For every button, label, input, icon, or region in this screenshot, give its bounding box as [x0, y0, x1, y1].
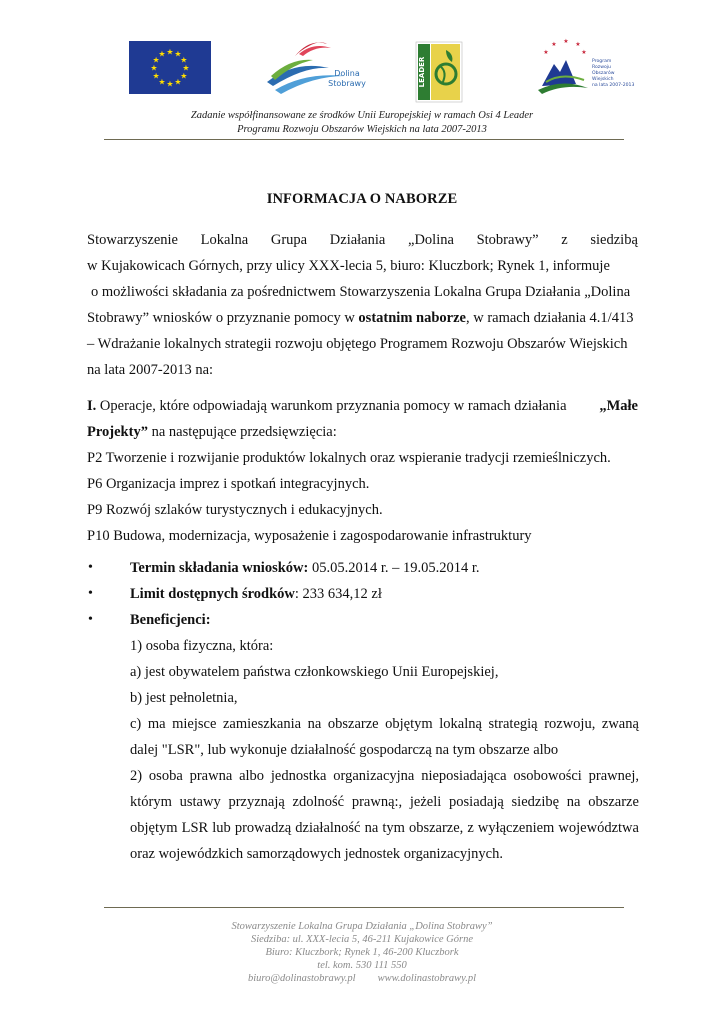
justified-word: tym	[382, 820, 405, 836]
footer-phone: tel. kom. 530 111 550	[317, 960, 407, 971]
justified-word: posiadają	[449, 794, 504, 810]
justified-word: którym	[130, 794, 172, 810]
header-divider	[104, 139, 624, 140]
justified-word: miejsce	[172, 716, 217, 732]
intro-text: Stobrawy” wniosków o przyznanie pomocy w	[87, 310, 359, 326]
footer-org-name: Stowarzyszenie Lokalna Grupa Działania „Dolina Stobrawy”	[231, 921, 493, 932]
beneficiary-line	[130, 763, 639, 789]
beneficiary-line	[130, 789, 639, 815]
justified-word: osobowości	[513, 768, 582, 784]
intro-line-2: w Kujakowicach Górnych, przy ulicy XXX-lecia 5, biuro: Kluczbork; Rynek 1, informuje	[87, 258, 610, 274]
justified-word: rozwoju,	[544, 716, 596, 732]
beneficiary-line	[130, 815, 639, 841]
svg-text:★: ★	[543, 49, 549, 56]
bullet-icon: •	[88, 586, 93, 601]
eu-star-icon: ★	[166, 79, 174, 89]
small-projects-label: „Małe	[599, 398, 638, 414]
dolina-stobrawy-logo	[265, 36, 365, 101]
beneficiary-line: oraz wojewódzkich samorządowych jednostek organizacyjnych.	[130, 846, 503, 862]
intro-line-1	[87, 227, 638, 253]
section-1-line-2	[87, 419, 638, 445]
justified-word: zdolność	[292, 794, 345, 810]
justified-word: albo	[239, 768, 265, 784]
intro-word: Grupa	[270, 232, 308, 248]
svg-text:★: ★	[563, 38, 569, 45]
footer-seat-address: Siedziba: ul. XXX-lecia 5, 46-211 Kujakowice Górne	[250, 934, 473, 945]
beneficiaries-item	[130, 607, 211, 633]
dolina-logo-text-1: Dolina	[334, 69, 360, 78]
small-projects-label-end: Projekty”	[87, 424, 148, 440]
deadline-item	[130, 555, 480, 581]
logo-bar	[0, 0, 724, 110]
prow-text-4: Wiejskich	[592, 77, 614, 82]
justified-word: obszarze	[327, 716, 379, 732]
justified-word: ustawy	[179, 794, 221, 810]
cofinancing-line-2: Programu Rozwoju Obszarów Wiejskich na lata 2007-2013	[237, 124, 487, 135]
justified-word: z	[467, 820, 474, 836]
justified-word: organizacyjna	[333, 768, 415, 784]
beneficiaries-label: Beneficjenci:	[130, 612, 211, 628]
intro-word: „Dolina	[408, 232, 454, 248]
prow-logo	[532, 38, 635, 100]
justified-word: prowadzą	[234, 820, 292, 836]
last-call-emphasis: ostatnim naborze	[358, 310, 466, 326]
footer-contact	[0, 920, 724, 985]
justified-word: prawną:,	[351, 794, 403, 810]
eu-flag-logo	[129, 41, 211, 94]
bullet-icon: •	[88, 560, 93, 575]
intro-text: , w ramach działania 4.1/413	[465, 310, 634, 326]
justified-word: ma	[147, 716, 166, 732]
justified-word: 2)	[130, 768, 143, 784]
section-1-line-1	[87, 393, 638, 419]
eu-star-icon: ★	[152, 71, 160, 81]
eu-star-icon: ★	[152, 55, 160, 65]
svg-text:★: ★	[575, 41, 581, 48]
deadline-value: 05.05.2014 r. – 19.05.2014 r.	[308, 560, 480, 576]
intro-word: z	[561, 232, 568, 248]
eu-star-icon: ★	[180, 55, 188, 65]
footer-office-address: Biuro: Kluczbork; Rynek 1, 46-200 Kluczbork	[265, 947, 459, 958]
beneficiary-line	[130, 711, 639, 737]
section-1-text: Operacje, które odpowiadają warunkom przyznania pomocy w ramach działania	[99, 398, 567, 414]
list-item: P6 Organizacja imprez i spotkań integracyjnych.	[87, 476, 370, 492]
beneficiary-line: dalej "LSR", lub wykonuje działalność gospodarczą na tym obszarze albo	[130, 742, 559, 758]
justified-word: na	[566, 794, 581, 810]
beneficiary-line: a) jest obywatelem państwa członkowskiego Unii Europejskiej,	[130, 664, 499, 680]
justified-word: prawnej,	[588, 768, 639, 784]
justified-word: przyznają	[228, 794, 285, 810]
intro-word: Stowarzyszenie	[87, 232, 178, 248]
page-title: INFORMACJA O NABORZE	[266, 191, 458, 207]
intro-word: Działania	[329, 232, 386, 248]
justified-word: na	[364, 820, 379, 836]
svg-text:★: ★	[551, 41, 557, 48]
dolina-logo-text-2: Stobrawy	[328, 79, 366, 88]
section-1-text: na następujące przedsięwzięcia:	[147, 424, 337, 440]
justified-word: obszarze	[588, 794, 639, 810]
list-item: P10 Budowa, modernizacja, wyposażenie i zagospodarowanie infrastruktury	[87, 528, 532, 544]
eu-star-icon: ★	[166, 47, 174, 57]
justified-word: jeżeli	[409, 794, 442, 810]
justified-word: województwa	[558, 820, 639, 836]
funds-limit-item	[130, 581, 382, 607]
leader-logo-text: LEADER	[418, 56, 426, 88]
justified-word: nieposiadająca	[421, 768, 507, 784]
prow-text-5: na lata 2007-2013	[592, 83, 635, 88]
svg-text:★: ★	[581, 49, 587, 56]
beneficiary-line: 1) osoba fizyczna, która:	[130, 638, 274, 654]
justified-word: jednostka	[270, 768, 327, 784]
funds-limit-label: Limit dostępnych środków	[130, 586, 295, 602]
footer-email-link[interactable]: biuro@dolinastobrawy.pl	[248, 973, 356, 984]
justified-word: działalność	[295, 820, 361, 836]
prow-text-2: Rozwoju	[592, 65, 611, 70]
intro-line-3: o możliwości składania za pośrednictwem Stowarzyszenia Lokalna Grupa Działania „Dolina	[91, 284, 631, 300]
beneficiary-line: b) jest pełnoletnia,	[130, 690, 238, 706]
eu-star-icon: ★	[174, 49, 182, 59]
bullet-icon: •	[88, 612, 93, 627]
justified-word: zwaną	[601, 716, 639, 732]
list-item: P9 Rozwój szlaków turystycznych i edukacyjnych.	[87, 502, 383, 518]
intro-word: Lokalna	[200, 232, 249, 248]
leader-logo	[416, 42, 462, 102]
justified-word: zamieszkania	[222, 716, 302, 732]
justified-word: obszarze,	[408, 820, 464, 836]
section-numeral: I.	[87, 398, 97, 414]
justified-word: LSR	[181, 820, 209, 836]
justified-word: na	[307, 716, 322, 732]
intro-line-5: – Wdrażanie lokalnych strategii rozwoju objętego Programem Rozwoju Obszarów Wiejskich	[87, 336, 628, 352]
prow-text-1: Program	[592, 59, 612, 64]
justified-word: wyłączeniem	[477, 820, 555, 836]
justified-word: strategią	[488, 716, 538, 732]
eu-star-icon: ★	[150, 63, 158, 73]
list-item: P2 Tworzenie i rozwijanie produktów lokalnych oraz wspieranie tradycji rzemieślniczych.	[87, 450, 611, 466]
justified-word: lub	[212, 820, 231, 836]
justified-word: c)	[130, 716, 142, 732]
intro-line-4	[87, 305, 638, 331]
funds-limit-value: : 233 634,12 zł	[294, 586, 382, 602]
justified-word: siedzibę	[511, 794, 560, 810]
deadline-label: Termin składania wniosków:	[130, 560, 309, 576]
justified-word: osoba	[148, 768, 183, 784]
intro-word: Stobrawy”	[476, 232, 539, 248]
intro-line-6: na lata 2007-2013 na:	[87, 362, 214, 378]
footer-website-link[interactable]: www.dolinastobrawy.pl	[377, 973, 476, 984]
eu-star-icon: ★	[174, 77, 182, 87]
eu-star-icon: ★	[158, 77, 166, 87]
eu-star-icon: ★	[180, 71, 188, 81]
eu-star-icon: ★	[182, 63, 190, 73]
prow-text-3: Obszarów	[592, 71, 615, 76]
cofinancing-note	[0, 109, 724, 137]
justified-word: lokalną	[439, 716, 482, 732]
justified-word: objętym	[130, 820, 178, 836]
eu-star-icon: ★	[158, 49, 166, 59]
justified-word: objętym	[385, 716, 433, 732]
cofinancing-line-1: Zadanie współfinansowane ze środków Unii Europejskiej w ramach Osi 4 Leader	[190, 110, 534, 121]
intro-word: siedzibą	[590, 232, 638, 248]
justified-word: prawna	[189, 768, 233, 784]
footer-divider	[104, 907, 624, 908]
